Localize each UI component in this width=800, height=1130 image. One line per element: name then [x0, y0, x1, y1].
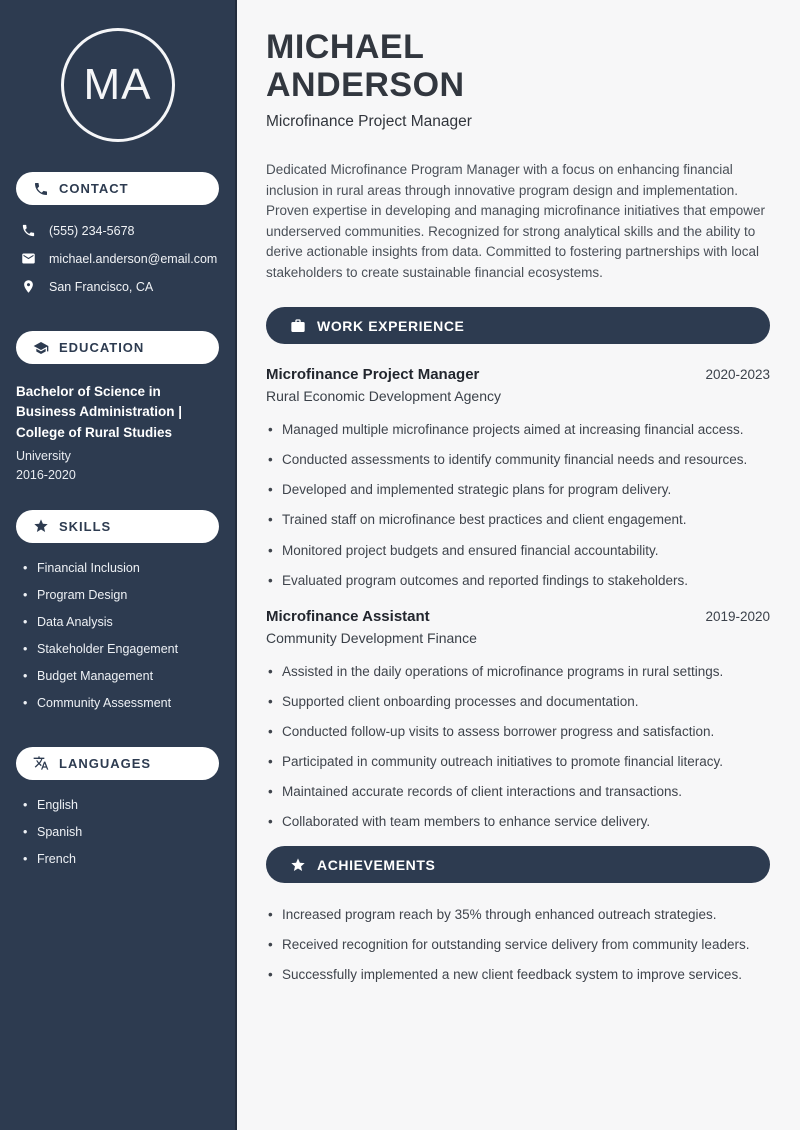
job-company: Community Development Finance: [266, 630, 477, 647]
skills-section-title: SKILLS: [59, 518, 112, 534]
job-dates: 2020-2023: [705, 367, 770, 383]
education-degree: Bachelor of Science in Business Administration | College of Rural Studies: [16, 384, 183, 440]
skills-list: [23, 561, 219, 723]
languages-list: [23, 798, 219, 879]
education-section-header: [16, 331, 219, 364]
language-item: • Spanish: [23, 825, 219, 839]
skill-item: • Community Assessment: [23, 696, 219, 710]
job-bullet: • Managed multiple microfinance projects aimed at increasing financial access.: [266, 420, 770, 440]
languages-section-title: LANGUAGES: [59, 755, 152, 771]
summary-paragraph: Dedicated Microfinance Program Manager with a focus on enhancing financial inclusion in rural areas through innovative program design and implementation. Proven expertise in developing and managing microfinance initiatives that empower underserved communities. Recognized for strong analytical skills and the ability to derive actionable insights from data. Committed to fostering partnerships with local stakeholders to create sustainable financial ecosystems.: [266, 162, 766, 280]
phone-icon: [33, 181, 49, 197]
mail-icon: [21, 251, 36, 266]
contact-section: [16, 223, 219, 307]
skill-item: • Financial Inclusion: [23, 561, 219, 575]
briefcase-icon: [290, 318, 306, 334]
job-bullet: • Conducted follow-up visits to assess borrower progress and satisfaction.: [266, 722, 770, 742]
achievement-item: • Increased program reach by 35% through enhanced outreach strategies.: [266, 905, 770, 925]
achievements-section-title: ACHIEVEMENTS: [317, 856, 436, 873]
achievements-list: [266, 905, 770, 985]
contact-phone-value: (555) 234-5678: [49, 223, 135, 238]
contact-email-row: [21, 251, 219, 266]
job-header: [266, 608, 770, 625]
job-bullet: • Assisted in the daily operations of microfinance programs in rural settings.: [266, 662, 770, 682]
avatar: [61, 28, 175, 142]
job-bullet: • Developed and implemented strategic plans for program delivery.: [266, 480, 770, 500]
work-experience-section-title: WORK EXPERIENCE: [317, 317, 465, 334]
skill-item: • Stakeholder Engagement: [23, 642, 219, 656]
language-item: • English: [23, 798, 219, 812]
job-company: Rural Economic Development Agency: [266, 388, 502, 405]
education-section-title: EDUCATION: [59, 340, 145, 355]
job-role: Microfinance Assistant: [266, 608, 430, 626]
job-bullet-list: [266, 662, 770, 832]
job-bullet: • Evaluated program outcomes and reported findings to stakeholders.: [266, 571, 770, 591]
location-pin-icon: [21, 279, 36, 294]
candidate-job-title: Microfinance Project Manager: [266, 113, 472, 131]
skills-section-header: [16, 510, 219, 543]
skill-item: • Data Analysis: [23, 615, 219, 629]
contact-location-row: [21, 279, 219, 294]
contact-location-value: San Francisco, CA: [49, 279, 154, 294]
translate-icon: [33, 755, 49, 771]
contact-section-header: [16, 172, 219, 205]
job-header: [266, 366, 770, 383]
achievement-item: • Received recognition for outstanding service delivery from community leaders.: [266, 935, 770, 955]
job-role: Microfinance Project Manager: [266, 366, 480, 384]
avatar-initials: MA: [83, 60, 152, 109]
resume-main: [237, 0, 800, 1130]
job-entry: [266, 366, 770, 590]
skill-item: • Budget Management: [23, 669, 219, 683]
achievements-section-header: [266, 846, 770, 883]
candidate-name: MICHAEL ANDERSON: [266, 28, 465, 105]
graduation-cap-icon: [33, 340, 49, 356]
skill-item: • Program Design: [23, 588, 219, 602]
job-bullet: • Trained staff on microfinance best practices and client engagement.: [266, 510, 770, 530]
job-bullet: • Conducted assessments to identify community financial needs and resources.: [266, 450, 770, 470]
contact-phone-row: [21, 223, 219, 238]
job-bullet-list: [266, 420, 770, 590]
star-icon: [290, 857, 306, 873]
job-entry: [266, 608, 770, 832]
achievement-item: • Successfully implemented a new client feedback system to improve services.: [266, 965, 770, 985]
job-bullet: • Maintained accurate records of client interactions and transactions.: [266, 782, 770, 802]
education-school: University: [16, 448, 71, 463]
languages-section-header: [16, 747, 219, 780]
education-years: 2016-2020: [16, 468, 76, 483]
job-dates: 2019-2020: [705, 609, 770, 625]
work-experience-section-header: [266, 307, 770, 344]
resume-sidebar: [0, 0, 237, 1130]
contact-email-value: michael.anderson@email.com: [49, 251, 218, 266]
job-bullet: • Collaborated with team members to enhance service delivery.: [266, 812, 770, 832]
star-icon: [33, 518, 49, 534]
education-section: [16, 382, 219, 486]
job-bullet: • Monitored project budgets and ensured financial accountability.: [266, 541, 770, 561]
phone-icon: [21, 223, 36, 238]
contact-section-title: CONTACT: [59, 181, 129, 196]
job-bullet: • Supported client onboarding processes and documentation.: [266, 692, 770, 712]
language-item: • French: [23, 852, 219, 866]
job-bullet: • Participated in community outreach initiatives to promote financial literacy.: [266, 752, 770, 772]
